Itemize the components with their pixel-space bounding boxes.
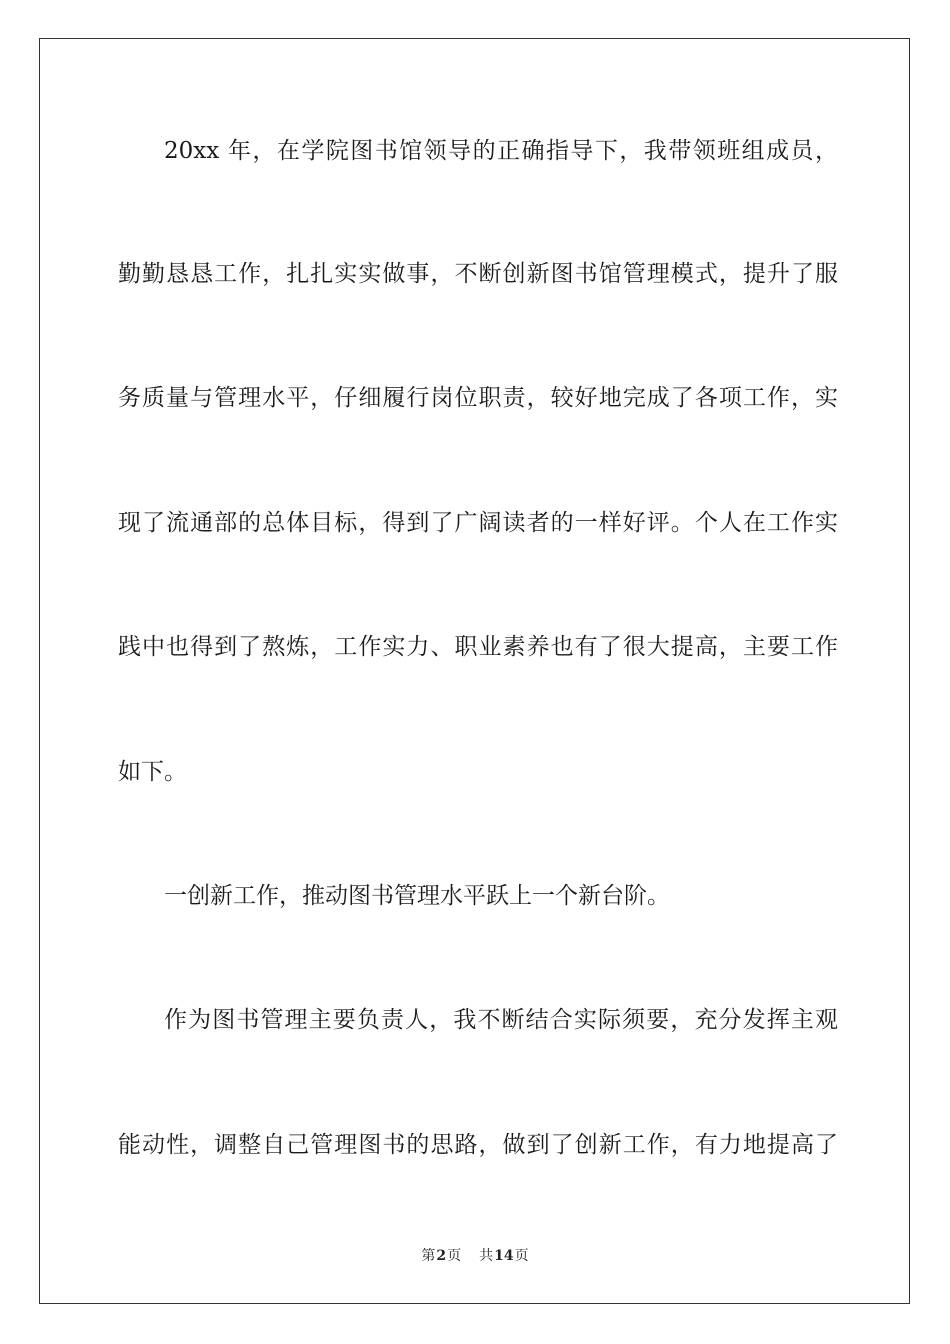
- paragraph-line: 能动性，调整自己管理图书的思路，做到了创新工作，有力地提高了: [118, 1132, 838, 1158]
- total-unit: 页: [514, 1248, 529, 1264]
- page-footer: [0, 1247, 950, 1265]
- page-border: [39, 38, 910, 1304]
- section-heading: 一创新工作，推动图书管理水平跃上一个新台阶。: [164, 883, 670, 909]
- paragraph-line: 现了流通部的总体目标，得到了广阔读者的一样好评。个人在工作实: [118, 510, 838, 536]
- page-current: 2: [436, 1248, 447, 1264]
- total-prefix: 共: [479, 1248, 494, 1264]
- paragraph-line: 作为图书管理主要负责人，我不断结合实际须要，充分发挥主观: [164, 1007, 838, 1033]
- paragraph-line: 如下。: [118, 759, 187, 785]
- paragraph-line: 务质量与管理水平，仔细履行岗位职责，较好地完成了各项工作，实: [118, 385, 838, 411]
- paragraph-line: 勤勤恳恳工作，扎扎实实做事，不断创新图书馆管理模式，提升了服: [118, 261, 838, 287]
- paragraph-line: 20xx 年，在学院图书馆领导的正确指导下，我带领班组成员，: [164, 138, 838, 164]
- page-unit: 页: [447, 1248, 462, 1264]
- paragraph-line: 践中也得到了熬炼，工作实力、职业素养也有了很大提高，主要工作: [118, 634, 838, 660]
- page-total: 14: [494, 1248, 514, 1264]
- page-prefix: 第: [421, 1248, 436, 1264]
